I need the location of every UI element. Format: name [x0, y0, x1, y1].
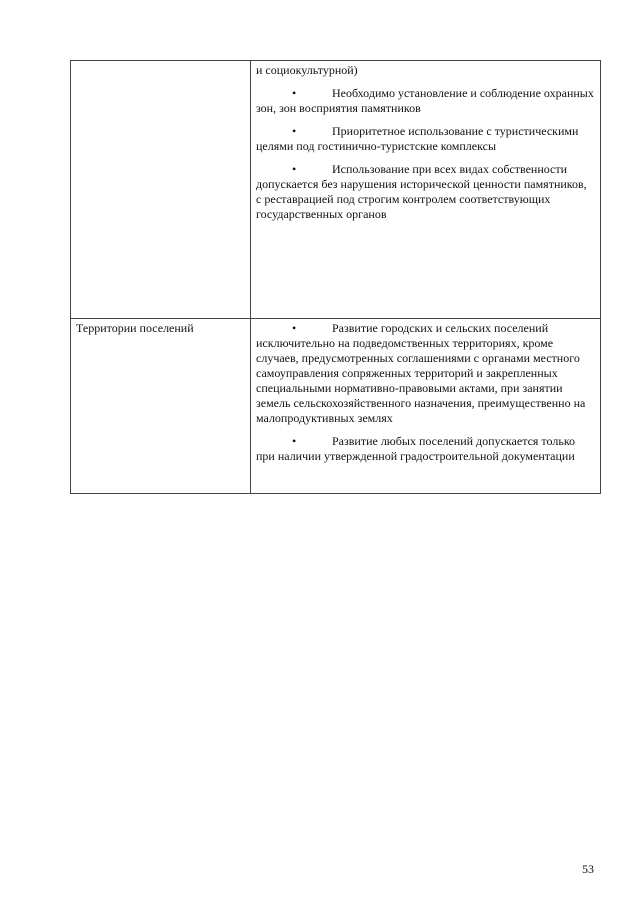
bullet-icon: • [292, 434, 297, 448]
row-requirements-cell [251, 61, 601, 319]
table-row [71, 319, 601, 494]
bullet-icon: • [292, 124, 297, 138]
bullet-icon: • [292, 162, 297, 176]
requirement-text: Необходимо установление и соблюдение охранных зон, зон восприятия памятников [256, 86, 594, 115]
requirement-item [256, 86, 594, 116]
requirement-item [256, 162, 594, 222]
row-requirements-cell [251, 319, 601, 494]
requirement-item [256, 124, 594, 154]
table-row [71, 61, 601, 319]
requirement-text: Приоритетное использование с туристическими целями под гостинично-туристские комплексы [256, 124, 579, 153]
land-use-table [70, 60, 601, 494]
row-category-cell [71, 319, 251, 494]
requirement-item [256, 321, 594, 426]
page-number: 53 [582, 862, 594, 876]
row-category-cell [71, 61, 251, 319]
bullet-icon: • [292, 321, 297, 335]
requirement-item [256, 434, 594, 464]
requirement-text: Развитие городских и сельских поселений исключительно на подведомственных территориях, кроме случаев, предусмотренных соглашениями с органами местного самоуправления сопряженных территорий и закрепленных специальными нормативно-правовыми актами, при занятии земель сельскохозяйственного назначения, преимущественно на малопродуктивных землях [256, 321, 586, 425]
requirement-text: Использование при всех видах собственности допускается без нарушения исторической ценности памятников, с реставрацией под строгим контролем соответствующих государственных органов [256, 162, 587, 221]
continuation-text: и социокультурной) [256, 63, 358, 77]
row-category-label: Территории поселений [76, 321, 194, 335]
requirement-text: Развитие любых поселений допускается только при наличии утвержденной градостроительной документации [256, 434, 576, 463]
bullet-icon: • [292, 86, 297, 100]
